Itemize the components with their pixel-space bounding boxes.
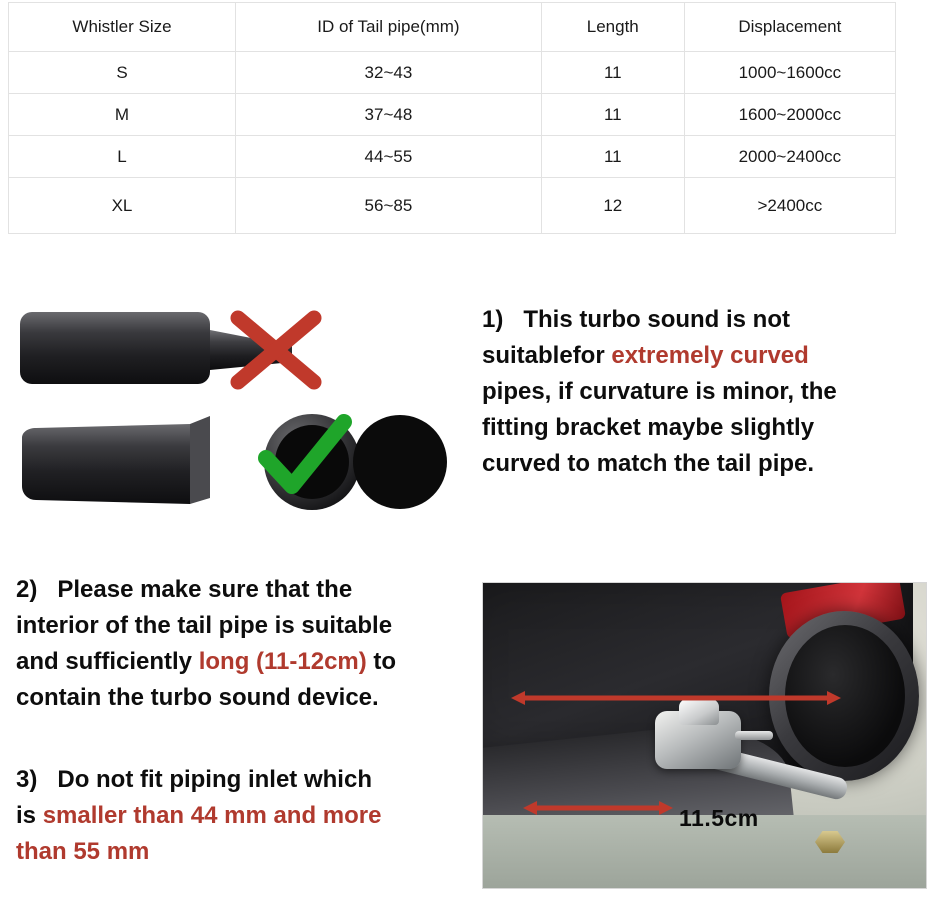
note-item-1: [482, 302, 930, 482]
note2-text-b: and sufficiently: [16, 648, 199, 675]
cell-length: 11: [541, 52, 684, 94]
photo-caption: 11.5cm: [679, 805, 759, 831]
cell-size: XL: [9, 178, 236, 234]
cell-displacement: >2400cc: [684, 178, 895, 234]
table-row: [9, 136, 896, 178]
note2-line1: [16, 572, 466, 608]
note1-line5: curved to match the tail pipe.: [482, 450, 815, 477]
note3-line2: [16, 798, 466, 834]
cell-size: M: [9, 94, 236, 136]
note2-text-c: to: [366, 648, 397, 675]
exhaust-photo: [482, 582, 927, 889]
note2-text-a: Please make sure that the: [57, 576, 353, 603]
cell-length: 11: [541, 136, 684, 178]
note1-line2: [482, 338, 930, 374]
note3-text-a: Do not fit piping inlet which: [57, 766, 372, 793]
table-row: [9, 94, 896, 136]
note3-number: 3): [16, 766, 38, 793]
table-row: [9, 52, 896, 94]
cell-length: 12: [541, 178, 684, 234]
cell-id: 37~48: [236, 94, 542, 136]
note2-number: 2): [16, 576, 38, 603]
note2-line3: [16, 644, 466, 680]
note1-line3: pipes, if curvature is minor, the: [482, 378, 837, 405]
whistler-size-table: [8, 2, 896, 234]
turbo-whistle-device-stem: [735, 731, 773, 740]
tail-pipe-depth-arrow: [511, 691, 841, 705]
diagram-svg: [14, 290, 454, 540]
cell-id: 44~55: [236, 136, 542, 178]
note-item-2: [16, 572, 466, 716]
cell-id: 32~43: [236, 52, 542, 94]
table-header-row: [9, 3, 896, 52]
cell-size: L: [9, 136, 236, 178]
note3-highlight-2: than 55 mm: [16, 838, 150, 865]
note1-highlight: extremely curved: [611, 342, 809, 369]
note3-text-b: is: [16, 802, 43, 829]
cell-displacement: 1000~1600cc: [684, 52, 895, 94]
column-header-length: Length: [541, 3, 684, 52]
table-row: [9, 178, 896, 234]
note2-highlight: long (11-12cm): [198, 648, 367, 675]
cell-id: 56~85: [236, 178, 542, 234]
cell-length: 11: [541, 94, 684, 136]
cell-displacement: 1600~2000cc: [684, 94, 895, 136]
note1-text-a: This turbo sound is not: [523, 306, 790, 333]
cell-size: S: [9, 52, 236, 94]
pipe-good-illustration: [22, 416, 210, 504]
size-table-section: [0, 0, 940, 240]
pipe-end-solid: [353, 415, 447, 509]
column-header-displacement: Displacement: [684, 3, 895, 52]
note3-highlight-1: smaller than 44 mm and more: [42, 802, 382, 829]
pipe-compatibility-diagram: [14, 290, 454, 540]
cell-displacement: 2000~2400cc: [684, 136, 895, 178]
note3-line1: [16, 762, 466, 798]
note2-line4: contain the turbo sound device.: [16, 684, 379, 711]
note1-text-b: suitablefor: [482, 342, 612, 369]
device-length-arrow: [523, 801, 673, 815]
note-item-3: [16, 762, 466, 870]
note1-line1: [482, 302, 930, 338]
column-header-id-tail-pipe: ID of Tail pipe(mm): [236, 3, 542, 52]
note1-number: 1): [482, 306, 504, 333]
note2-line2: interior of the tail pipe is suitable: [16, 612, 393, 639]
column-header-whistler-size: Whistler Size: [9, 3, 236, 52]
note1-line4: fitting bracket maybe slightly: [482, 414, 815, 441]
